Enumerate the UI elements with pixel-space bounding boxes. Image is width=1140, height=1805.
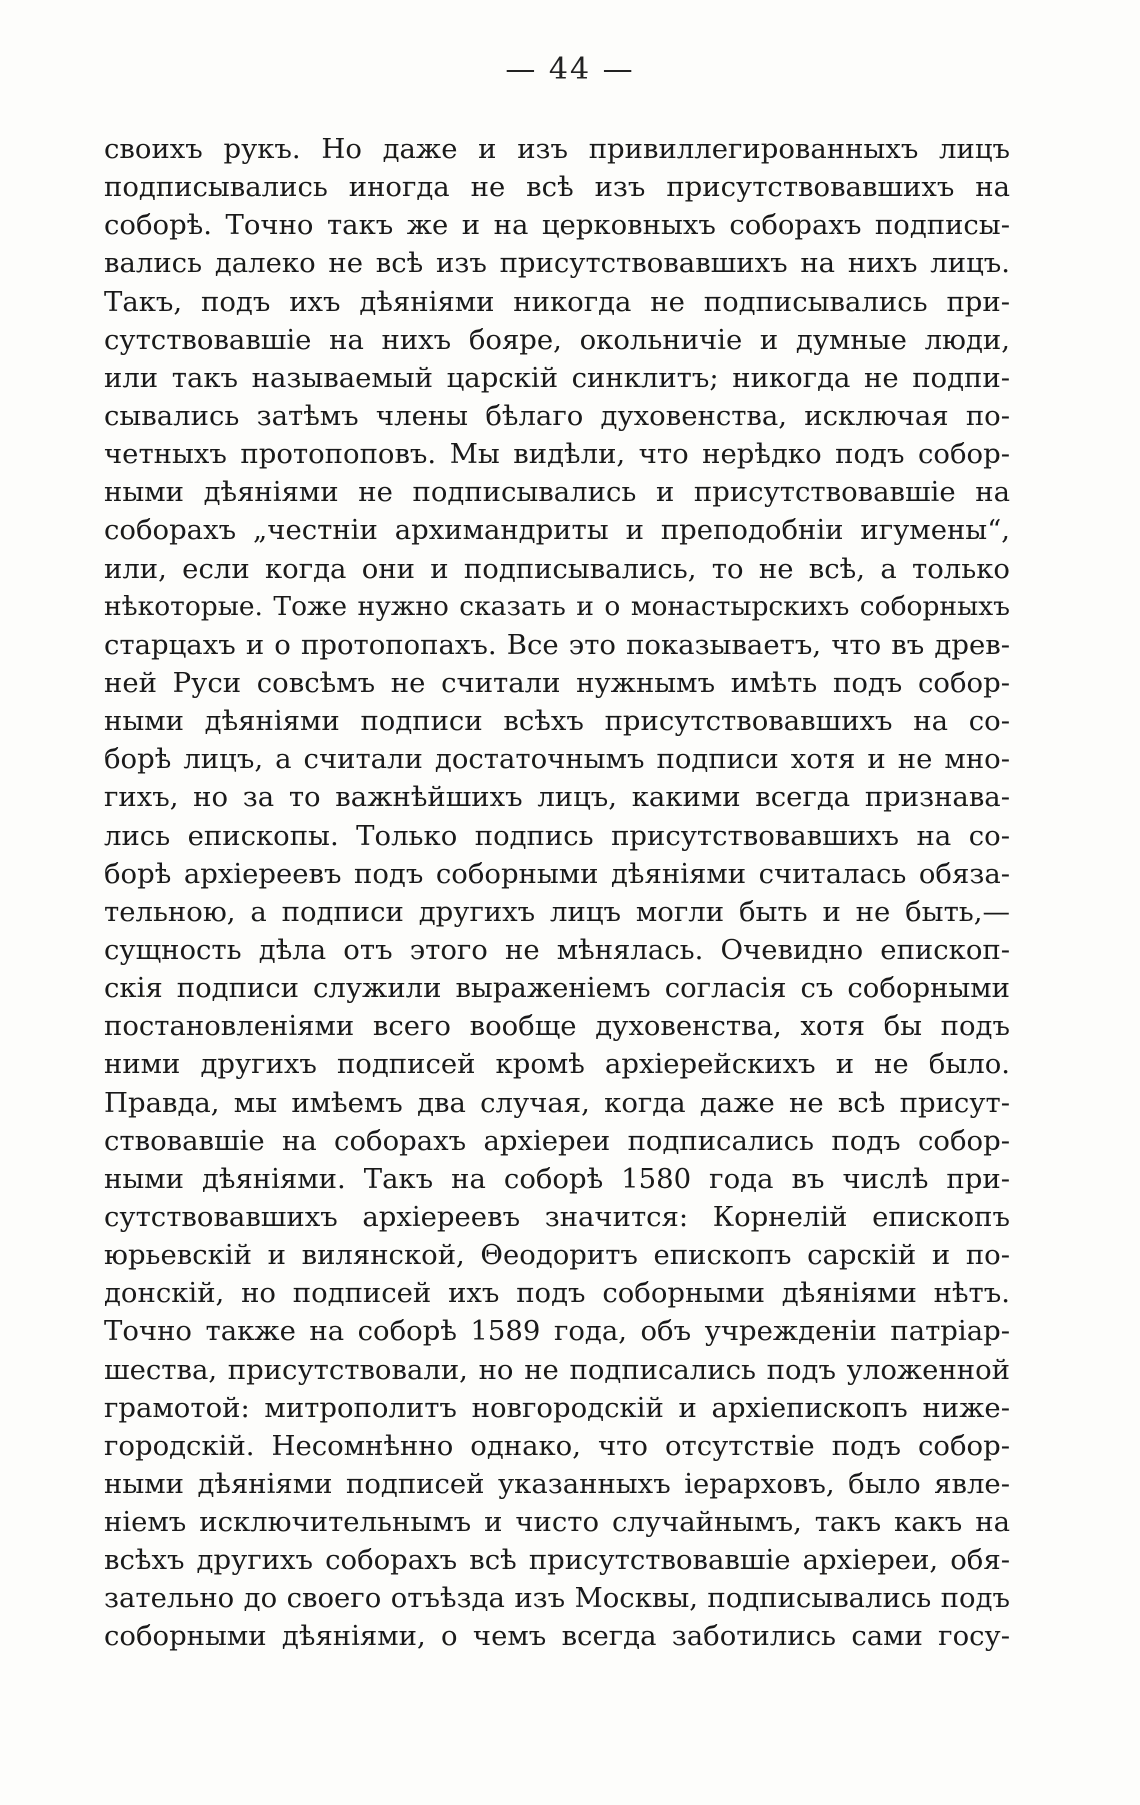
text-line-38: всѣхъ другихъ соборахъ всѣ присутствовавшіе архіереи, обя-: [104, 1544, 1010, 1577]
text-line-30: юрьевскій и вилянской, Θеодоритъ епископъ сарскій и по-: [104, 1239, 1010, 1272]
text-line-31: донскій, но подписей ихъ подъ соборными дѣяніями нѣтъ.: [104, 1277, 1010, 1310]
text-line-8: сывались затѣмъ члены бѣлаго духовенства, исключая по-: [104, 399, 1010, 432]
text-line-11: соборахъ „честніи архимандриты и преподобніи игумены“,: [104, 514, 1010, 547]
text-line-22: сущность дѣла отъ этого не мѣнялась. Очевидно епископ-: [104, 933, 1010, 966]
text-line-25: ними другихъ подписей кромѣ архіерейскихъ и не было.: [104, 1048, 1010, 1081]
text-line-14: старцахъ и о протопопахъ. Все это показываетъ, что въ древ-: [104, 628, 1010, 661]
text-line-23: скія подписи служили выраженіемъ согласія съ соборными: [104, 972, 1010, 1005]
text-line-33: шества, присутствовали, но не подписались подъ уложенной: [104, 1353, 1010, 1386]
text-line-32: Точно также на соборѣ 1589 года, объ учрежденіи патріар-: [104, 1315, 1010, 1348]
text-line-7: или такъ называемый царскій синклитъ; никогда не подпи-: [104, 361, 1010, 394]
text-line-9: четныхъ протопоповъ. Мы видѣли, что нерѣдко подъ собор-: [104, 438, 1010, 471]
text-line-35: городскій. Несомнѣнно однако, что отсутствіе подъ собор-: [104, 1429, 1010, 1462]
text-line-36: ными дѣяніями подписей указанныхъ іерарховъ, было явле-: [104, 1467, 1010, 1500]
text-line-6: сутствовавшіе на нихъ бояре, окольничіе и думные люди,: [104, 323, 1010, 356]
text-line-3: соборѣ. Точно такъ же и на церковныхъ соборахъ подписы-: [104, 209, 1010, 242]
text-line-4: вались далеко не всѣ изъ присутствовавшихъ на нихъ лицъ.: [104, 247, 1010, 280]
text-line-26: Правда, мы имѣемъ два случая, когда даже не всѣ присут-: [104, 1086, 1010, 1119]
text-line-37: ніемъ исключительнымъ и чисто случайнымъ, такъ какъ на: [104, 1506, 1010, 1539]
text-line-5: Такъ, подъ ихъ дѣяніями никогда не подписывались при-: [104, 285, 1010, 318]
body-text: [104, 130, 1010, 1656]
text-line-15: ней Руси совсѣмъ не считали нужнымъ имѣть подъ собор-: [104, 666, 1010, 699]
text-line-21: тельною, а подписи другихъ лицъ могли быть и не быть,—: [104, 895, 1010, 928]
page-number: — 44 —: [505, 52, 635, 87]
text-line-19: лись епископы. Только подпись присутствовавшихъ на со-: [104, 819, 1010, 852]
text-line-27: ствовавшіе на соборахъ архіереи подписались подъ собор-: [104, 1124, 1010, 1157]
text-line-20: борѣ архіереевъ подъ соборными дѣяніями считалась обяза-: [104, 857, 1010, 890]
text-line-29: сутствовавшихъ архіереевъ значится: Корнелій епископъ: [104, 1200, 1010, 1233]
text-line-1: своихъ рукъ. Но даже и изъ привиллегированныхъ лицъ: [104, 133, 1010, 165]
text-line-12: или, если когда они и подписывались, то не всѣ, а только: [104, 552, 1010, 585]
text-line-39: зательно до своего отъѣзда изъ Москвы, подписывались подъ: [104, 1582, 1010, 1615]
text-line-24: постановленіями всего вообще духовенства, хотя бы подъ: [104, 1010, 1010, 1043]
text-line-13: нѣкоторые. Тоже нужно сказать и о монастырскихъ соборныхъ: [104, 590, 1010, 622]
text-line-18: гихъ, но за то важнѣйшихъ лицъ, какими всегда признава-: [104, 781, 1010, 814]
text-line-28: ными дѣяніями. Такъ на соборѣ 1580 года въ числѣ при-: [104, 1162, 1010, 1195]
text-line-17: борѣ лицъ, а считали достаточнымъ подписи хотя и не мно-: [104, 743, 1010, 776]
text-line-10: ными дѣяніями не подписывались и присутствовавшіе на: [104, 476, 1010, 509]
text-line-16: ными дѣяніями подписи всѣхъ присутствовавшихъ на со-: [104, 705, 1010, 738]
text-line-40: соборными дѣяніями, о чемъ всегда заботились сами госу-: [104, 1620, 1010, 1653]
text-line-2: подписывались иногда не всѣ изъ присутствовавшихъ на: [104, 171, 1010, 204]
text-line-34: грамотой: митрополитъ новгородскій и архіепископъ ниже-: [104, 1391, 1010, 1424]
